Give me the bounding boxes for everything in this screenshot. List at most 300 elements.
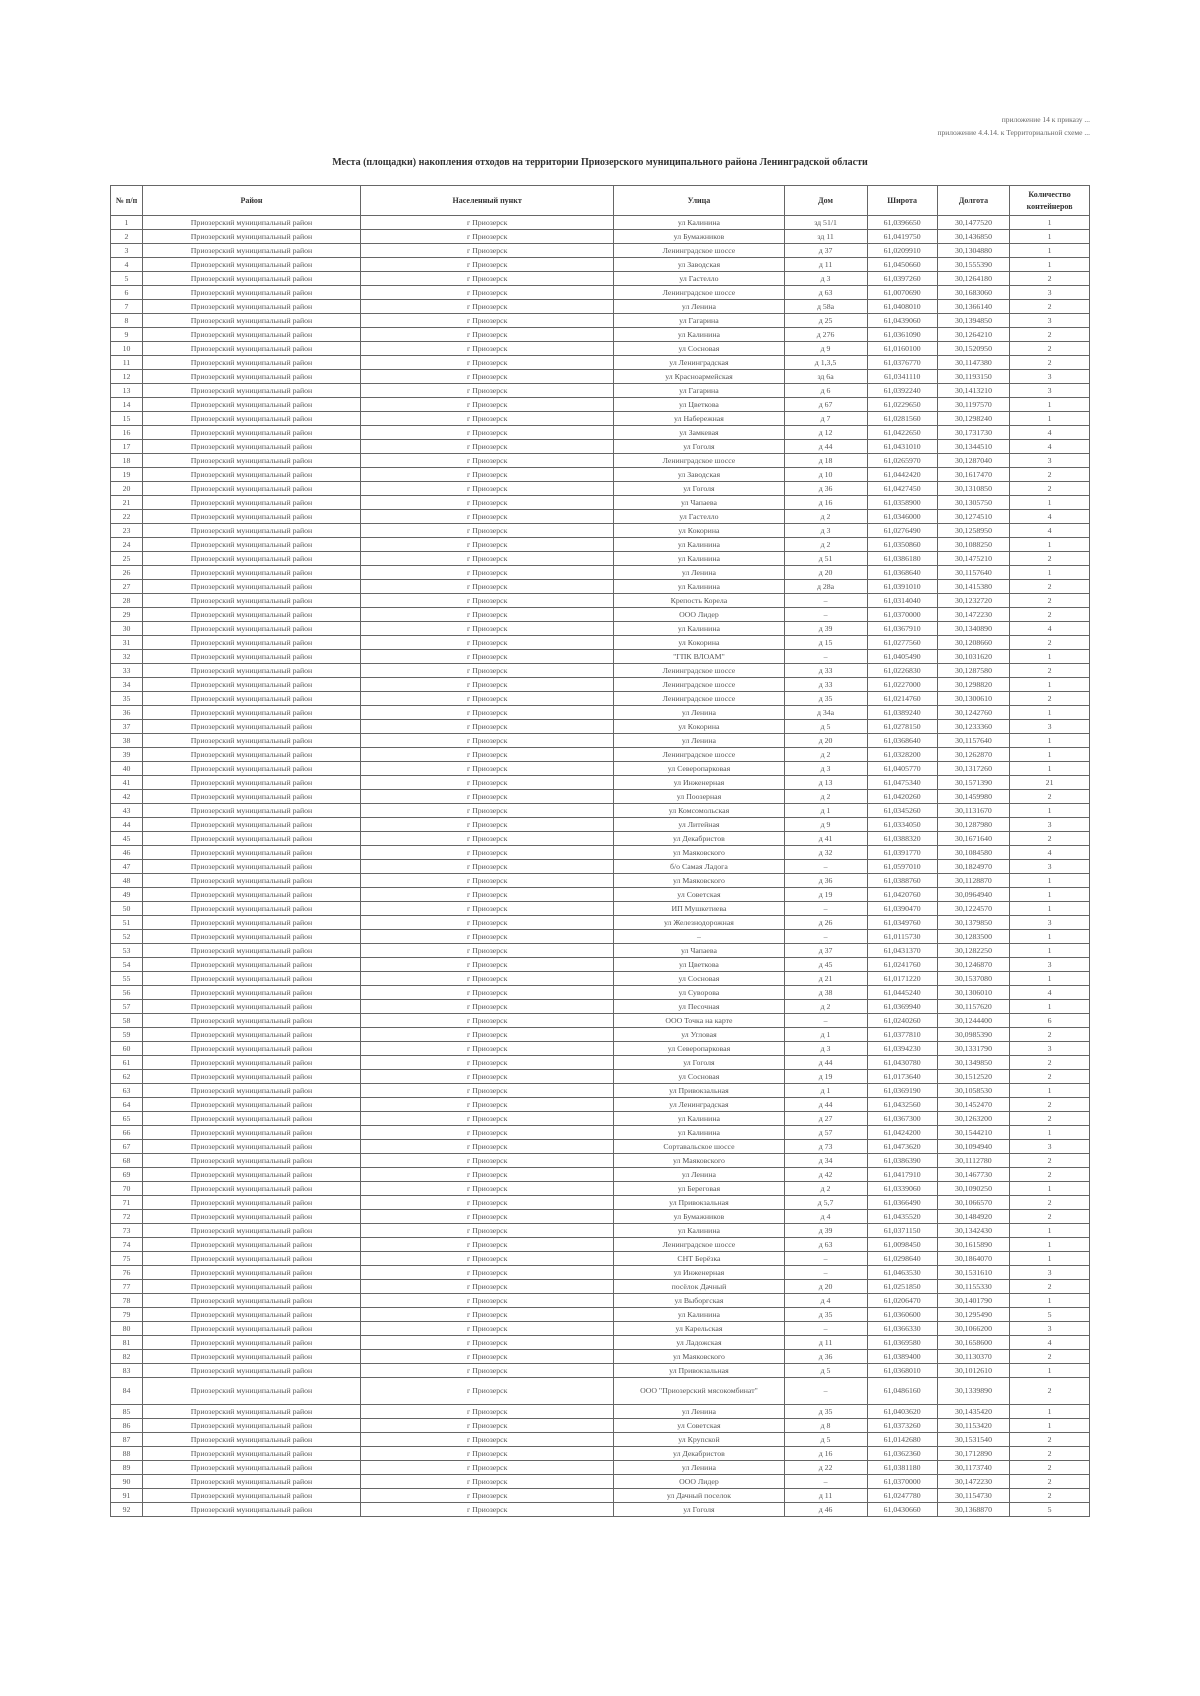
cell-settlement: г Приозерск <box>361 1112 614 1126</box>
cell-settlement: г Приозерск <box>361 636 614 650</box>
cell-latitude: 61,0368010 <box>867 1364 937 1378</box>
cell-street: ул Сосновая <box>614 342 784 356</box>
cell-latitude: 61,0098450 <box>867 1238 937 1252</box>
cell-settlement: г Приозерск <box>361 776 614 790</box>
cell-settlement: г Приозерск <box>361 552 614 566</box>
cell-settlement: г Приозерск <box>361 832 614 846</box>
cell-number: 72 <box>111 1210 143 1224</box>
cell-house: – <box>784 1266 867 1280</box>
table-row <box>111 888 1090 902</box>
cell-containers: 5 <box>1010 1308 1090 1322</box>
cell-number: 41 <box>111 776 143 790</box>
column-header-latitude: Широта <box>867 186 937 216</box>
table-row <box>111 566 1090 580</box>
cell-number: 36 <box>111 706 143 720</box>
cell-settlement: г Приозерск <box>361 902 614 916</box>
cell-latitude: 61,0422650 <box>867 426 937 440</box>
cell-longitude: 30,1394850 <box>937 314 1009 328</box>
cell-latitude: 61,0424200 <box>867 1126 937 1140</box>
cell-latitude: 61,0417910 <box>867 1168 937 1182</box>
cell-settlement: г Приозерск <box>361 972 614 986</box>
table-row <box>111 944 1090 958</box>
cell-house: д 63 <box>784 286 867 300</box>
cell-house: д 27 <box>784 1112 867 1126</box>
cell-house: д 20 <box>784 1280 867 1294</box>
cell-house: д 33 <box>784 678 867 692</box>
cell-containers: 1 <box>1010 230 1090 244</box>
cell-house: д 6 <box>784 384 867 398</box>
cell-latitude: 61,0408010 <box>867 300 937 314</box>
cell-longitude: 30,1452470 <box>937 1098 1009 1112</box>
cell-number: 85 <box>111 1405 143 1419</box>
cell-street: ул Дачный поселок <box>614 1489 784 1503</box>
cell-district: Приозерский муниципальный район <box>142 1266 360 1280</box>
cell-settlement: г Приозерск <box>361 664 614 678</box>
cell-settlement: г Приозерск <box>361 818 614 832</box>
cell-number: 28 <box>111 594 143 608</box>
table-row <box>111 1266 1090 1280</box>
cell-street: ул Калинина <box>614 216 784 230</box>
cell-containers: 1 <box>1010 1126 1090 1140</box>
cell-street: ул Калинина <box>614 622 784 636</box>
cell-settlement: г Приозерск <box>361 1336 614 1350</box>
cell-latitude: 61,0173640 <box>867 1070 937 1084</box>
cell-street: ул Привокзальная <box>614 1364 784 1378</box>
cell-longitude: 30,1088250 <box>937 538 1009 552</box>
cell-settlement: г Приозерск <box>361 1461 614 1475</box>
cell-containers: 2 <box>1010 1210 1090 1224</box>
cell-longitude: 30,1436850 <box>937 230 1009 244</box>
cell-containers: 4 <box>1010 622 1090 636</box>
cell-longitude: 30,1258950 <box>937 524 1009 538</box>
cell-latitude: 61,0369940 <box>867 1000 937 1014</box>
table-row <box>111 1140 1090 1154</box>
cell-longitude: 30,1298820 <box>937 678 1009 692</box>
cell-street: ул Поозерная <box>614 790 784 804</box>
cell-number: 10 <box>111 342 143 356</box>
cell-settlement: г Приозерск <box>361 356 614 370</box>
cell-containers: 3 <box>1010 370 1090 384</box>
cell-street: ул Чапаева <box>614 944 784 958</box>
cell-latitude: 61,0346000 <box>867 510 937 524</box>
cell-street: ул Ленина <box>614 566 784 580</box>
cell-settlement: г Приозерск <box>361 230 614 244</box>
cell-longitude: 30,1147380 <box>937 356 1009 370</box>
cell-longitude: 30,1084580 <box>937 846 1009 860</box>
cell-house: – <box>784 860 867 874</box>
cell-house: д 34 <box>784 1154 867 1168</box>
cell-number: 25 <box>111 552 143 566</box>
cell-settlement: г Приозерск <box>361 804 614 818</box>
table-row <box>111 482 1090 496</box>
header-note-line1: приложение 14 к приказу ... <box>1001 115 1090 124</box>
cell-settlement: г Приозерск <box>361 1378 614 1405</box>
cell-number: 67 <box>111 1140 143 1154</box>
cell-longitude: 30,1094940 <box>937 1140 1009 1154</box>
cell-longitude: 30,1066570 <box>937 1196 1009 1210</box>
cell-settlement: г Приозерск <box>361 874 614 888</box>
table-row <box>111 1364 1090 1378</box>
cell-containers: 1 <box>1010 1084 1090 1098</box>
cell-street: ул Советская <box>614 888 784 902</box>
cell-containers: 1 <box>1010 804 1090 818</box>
cell-house: – <box>784 1475 867 1489</box>
cell-settlement: г Приозерск <box>361 496 614 510</box>
cell-house: д 1,3,5 <box>784 356 867 370</box>
cell-settlement: г Приозерск <box>361 384 614 398</box>
cell-number: 23 <box>111 524 143 538</box>
cell-number: 56 <box>111 986 143 1000</box>
table-row <box>111 342 1090 356</box>
cell-number: 88 <box>111 1447 143 1461</box>
cell-latitude: 61,0367300 <box>867 1112 937 1126</box>
table-row <box>111 244 1090 258</box>
cell-latitude: 61,0142680 <box>867 1433 937 1447</box>
cell-containers: 1 <box>1010 874 1090 888</box>
cell-latitude: 61,0345260 <box>867 804 937 818</box>
cell-longitude: 30,1731730 <box>937 426 1009 440</box>
cell-latitude: 61,0388320 <box>867 832 937 846</box>
cell-settlement: г Приозерск <box>361 1308 614 1322</box>
cell-house: д 276 <box>784 328 867 342</box>
cell-street: Ленинградское шоссе <box>614 454 784 468</box>
cell-longitude: 30,1295490 <box>937 1308 1009 1322</box>
table-row <box>111 1503 1090 1517</box>
cell-street: ул Гастелло <box>614 272 784 286</box>
cell-house: – <box>784 1322 867 1336</box>
table-row <box>111 272 1090 286</box>
cell-containers: 1 <box>1010 216 1090 230</box>
cell-settlement: г Приозерск <box>361 650 614 664</box>
cell-containers: 2 <box>1010 832 1090 846</box>
table-row <box>111 1489 1090 1503</box>
cell-containers: 1 <box>1010 944 1090 958</box>
cell-district: Приозерский муниципальный район <box>142 356 360 370</box>
cell-house: д 7 <box>784 412 867 426</box>
cell-containers: 2 <box>1010 608 1090 622</box>
cell-settlement: г Приозерск <box>361 622 614 636</box>
cell-latitude: 61,0298640 <box>867 1252 937 1266</box>
column-header-district: Район <box>142 186 360 216</box>
cell-number: 77 <box>111 1280 143 1294</box>
table-row <box>111 258 1090 272</box>
cell-number: 15 <box>111 412 143 426</box>
cell-longitude: 30,1712890 <box>937 1447 1009 1461</box>
cell-house: зд 6а <box>784 370 867 384</box>
cell-district: Приозерский муниципальный район <box>142 398 360 412</box>
cell-district: Приозерский муниципальный район <box>142 370 360 384</box>
cell-street: ул Выборгская <box>614 1294 784 1308</box>
cell-containers: 2 <box>1010 594 1090 608</box>
cell-latitude: 61,0366330 <box>867 1322 937 1336</box>
cell-latitude: 61,0432560 <box>867 1098 937 1112</box>
cell-house: д 32 <box>784 846 867 860</box>
cell-number: 74 <box>111 1238 143 1252</box>
cell-number: 78 <box>111 1294 143 1308</box>
cell-longitude: 30,1298240 <box>937 412 1009 426</box>
cell-number: 35 <box>111 692 143 706</box>
cell-containers: 3 <box>1010 286 1090 300</box>
cell-number: 42 <box>111 790 143 804</box>
cell-number: 64 <box>111 1098 143 1112</box>
cell-house: д 28а <box>784 580 867 594</box>
cell-latitude: 61,0278150 <box>867 720 937 734</box>
cell-longitude: 30,1340890 <box>937 622 1009 636</box>
cell-district: Приозерский муниципальный район <box>142 790 360 804</box>
cell-house: д 42 <box>784 1168 867 1182</box>
cell-containers: 1 <box>1010 650 1090 664</box>
cell-number: 13 <box>111 384 143 398</box>
cell-house: зд 11 <box>784 230 867 244</box>
cell-containers: 2 <box>1010 1196 1090 1210</box>
cell-settlement: г Приозерск <box>361 370 614 384</box>
cell-settlement: г Приозерск <box>361 790 614 804</box>
cell-house: д 2 <box>784 1000 867 1014</box>
table-row <box>111 958 1090 972</box>
cell-settlement: г Приозерск <box>361 1224 614 1238</box>
cell-district: Приозерский муниципальный район <box>142 1475 360 1489</box>
table-row <box>111 1294 1090 1308</box>
cell-number: 47 <box>111 860 143 874</box>
cell-settlement: г Приозерск <box>361 944 614 958</box>
cell-number: 43 <box>111 804 143 818</box>
cell-longitude: 30,1571390 <box>937 776 1009 790</box>
cell-latitude: 61,0377810 <box>867 1028 937 1042</box>
cell-latitude: 61,0206470 <box>867 1294 937 1308</box>
cell-street: Ленинградское шоссе <box>614 748 784 762</box>
cell-containers: 1 <box>1010 1364 1090 1378</box>
cell-longitude: 30,1131670 <box>937 804 1009 818</box>
cell-longitude: 30,1306010 <box>937 986 1009 1000</box>
table-row <box>111 748 1090 762</box>
cell-street: ул Гагарина <box>614 314 784 328</box>
cell-latitude: 61,0369190 <box>867 1084 937 1098</box>
cell-district: Приозерский муниципальный район <box>142 636 360 650</box>
cell-latitude: 61,0339060 <box>867 1182 937 1196</box>
table-row <box>111 1112 1090 1126</box>
cell-settlement: г Приозерск <box>361 692 614 706</box>
cell-house: д 36 <box>784 874 867 888</box>
cell-house: – <box>784 608 867 622</box>
cell-street: ИП Мушкетиева <box>614 902 784 916</box>
table-row <box>111 734 1090 748</box>
cell-latitude: 61,0597010 <box>867 860 937 874</box>
cell-house: д 19 <box>784 1070 867 1084</box>
cell-longitude: 30,1287040 <box>937 454 1009 468</box>
cell-house: д 2 <box>784 1182 867 1196</box>
cell-longitude: 30,1264210 <box>937 328 1009 342</box>
cell-latitude: 61,0390470 <box>867 902 937 916</box>
cell-containers: 2 <box>1010 1154 1090 1168</box>
cell-number: 80 <box>111 1322 143 1336</box>
cell-house: – <box>784 1014 867 1028</box>
cell-latitude: 61,0366490 <box>867 1196 937 1210</box>
cell-containers: 21 <box>1010 776 1090 790</box>
cell-containers: 2 <box>1010 664 1090 678</box>
cell-longitude: 30,1233360 <box>937 720 1009 734</box>
cell-longitude: 30,1262870 <box>937 748 1009 762</box>
cell-street: ул Цветкова <box>614 398 784 412</box>
cell-street: ул Инженерная <box>614 1266 784 1280</box>
cell-street: ООО Лидер <box>614 1475 784 1489</box>
cell-district: Приозерский муниципальный район <box>142 1084 360 1098</box>
cell-number: 55 <box>111 972 143 986</box>
cell-settlement: г Приозерск <box>361 916 614 930</box>
cell-containers: 2 <box>1010 790 1090 804</box>
cell-latitude: 61,0405490 <box>867 650 937 664</box>
cell-street: Ленинградское шоссе <box>614 286 784 300</box>
cell-settlement: г Приозерск <box>361 1196 614 1210</box>
cell-longitude: 30,1531540 <box>937 1433 1009 1447</box>
table-row <box>111 776 1090 790</box>
cell-settlement: г Приозерск <box>361 426 614 440</box>
cell-street: ул Калинина <box>614 1224 784 1238</box>
cell-longitude: 30,1537080 <box>937 972 1009 986</box>
cell-number: 4 <box>111 258 143 272</box>
table-row <box>111 1224 1090 1238</box>
cell-number: 50 <box>111 902 143 916</box>
table-row <box>111 538 1090 552</box>
table-row <box>111 230 1090 244</box>
table-row <box>111 1475 1090 1489</box>
cell-containers: 1 <box>1010 538 1090 552</box>
cell-latitude: 61,0431010 <box>867 440 937 454</box>
cell-house: д 44 <box>784 1098 867 1112</box>
cell-number: 14 <box>111 398 143 412</box>
cell-latitude: 61,0386390 <box>867 1154 937 1168</box>
cell-settlement: г Приозерск <box>361 720 614 734</box>
cell-district: Приозерский муниципальный район <box>142 440 360 454</box>
cell-number: 30 <box>111 622 143 636</box>
cell-containers: 1 <box>1010 888 1090 902</box>
cell-district: Приозерский муниципальный район <box>142 986 360 1000</box>
cell-number: 7 <box>111 300 143 314</box>
cell-containers: 3 <box>1010 818 1090 832</box>
document-title: Места (площадки) накопления отходов на территории Приозерского муниципального района Ленинградской области <box>332 157 868 168</box>
cell-number: 38 <box>111 734 143 748</box>
cell-latitude: 61,0368640 <box>867 734 937 748</box>
cell-number: 20 <box>111 482 143 496</box>
cell-district: Приозерский муниципальный район <box>142 314 360 328</box>
cell-house: д 39 <box>784 622 867 636</box>
cell-house: зд 51/1 <box>784 216 867 230</box>
cell-street: ул Красноармейская <box>614 370 784 384</box>
cell-house: д 2 <box>784 790 867 804</box>
cell-containers: 3 <box>1010 454 1090 468</box>
cell-settlement: г Приозерск <box>361 398 614 412</box>
cell-street: "ГПК ВЛОАМ" <box>614 650 784 664</box>
cell-street: ул Гоголя <box>614 1503 784 1517</box>
table-row <box>111 580 1090 594</box>
cell-number: 24 <box>111 538 143 552</box>
cell-settlement: г Приозерск <box>361 1140 614 1154</box>
cell-latitude: 61,0350860 <box>867 538 937 552</box>
cell-number: 60 <box>111 1042 143 1056</box>
cell-number: 86 <box>111 1419 143 1433</box>
table-row <box>111 874 1090 888</box>
cell-district: Приозерский муниципальный район <box>142 1489 360 1503</box>
cell-district: Приозерский муниципальный район <box>142 1098 360 1112</box>
cell-latitude: 61,0171220 <box>867 972 937 986</box>
cell-street: ул Северопарковая <box>614 1042 784 1056</box>
cell-house: – <box>784 594 867 608</box>
table-row <box>111 454 1090 468</box>
cell-house: д 26 <box>784 916 867 930</box>
cell-house: д 20 <box>784 734 867 748</box>
cell-street: ул Калинина <box>614 1308 784 1322</box>
cell-latitude: 61,0420760 <box>867 888 937 902</box>
table-row <box>111 622 1090 636</box>
table-row <box>111 1182 1090 1196</box>
cell-street: ул Гоголя <box>614 1056 784 1070</box>
cell-settlement: г Приозерск <box>361 678 614 692</box>
cell-latitude: 61,0419750 <box>867 230 937 244</box>
cell-district: Приозерский муниципальный район <box>142 1405 360 1419</box>
cell-longitude: 30,1413210 <box>937 384 1009 398</box>
cell-number: 44 <box>111 818 143 832</box>
cell-house: д 16 <box>784 496 867 510</box>
cell-settlement: г Приозерск <box>361 608 614 622</box>
cell-number: 69 <box>111 1168 143 1182</box>
cell-house: д 3 <box>784 762 867 776</box>
column-header-settlement: Населенный пункт <box>361 186 614 216</box>
cell-street: ул Ленина <box>614 1461 784 1475</box>
cell-longitude: 30,1555390 <box>937 258 1009 272</box>
cell-longitude: 30,1263200 <box>937 1112 1009 1126</box>
cell-containers: 1 <box>1010 258 1090 272</box>
cell-containers: 1 <box>1010 1294 1090 1308</box>
cell-latitude: 61,0405770 <box>867 762 937 776</box>
cell-district: Приозерский муниципальный район <box>142 930 360 944</box>
table-row <box>111 1084 1090 1098</box>
cell-street: – <box>614 930 784 944</box>
table-row <box>111 1350 1090 1364</box>
cell-street: ул Гастелло <box>614 510 784 524</box>
cell-longitude: 30,1617470 <box>937 468 1009 482</box>
cell-house: д 35 <box>784 1405 867 1419</box>
cell-district: Приозерский муниципальный район <box>142 384 360 398</box>
cell-longitude: 30,1401790 <box>937 1294 1009 1308</box>
cell-containers: 2 <box>1010 1280 1090 1294</box>
cell-district: Приозерский муниципальный район <box>142 1503 360 1517</box>
cell-settlement: г Приозерск <box>361 762 614 776</box>
cell-street: ул Гоголя <box>614 440 784 454</box>
table-row <box>111 636 1090 650</box>
table-row <box>111 986 1090 1000</box>
cell-settlement: г Приозерск <box>361 580 614 594</box>
cell-house: – <box>784 902 867 916</box>
cell-settlement: г Приозерск <box>361 272 614 286</box>
table-row <box>111 384 1090 398</box>
cell-district: Приозерский муниципальный район <box>142 1252 360 1266</box>
header-note-line2: приложение 4.4.14. к Территориальной схеме ... <box>937 128 1090 137</box>
cell-settlement: г Приозерск <box>361 216 614 230</box>
table-row <box>111 902 1090 916</box>
cell-settlement: г Приозерск <box>361 258 614 272</box>
cell-longitude: 30,1208660 <box>937 636 1009 650</box>
table-row <box>111 426 1090 440</box>
cell-house: д 57 <box>784 1126 867 1140</box>
cell-containers: 2 <box>1010 1461 1090 1475</box>
cell-district: Приозерский муниципальный район <box>142 1447 360 1461</box>
cell-district: Приозерский муниципальный район <box>142 1238 360 1252</box>
cell-longitude: 30,1154730 <box>937 1489 1009 1503</box>
cell-settlement: г Приозерск <box>361 986 614 1000</box>
cell-street: ул Кокорина <box>614 524 784 538</box>
table-row <box>111 1447 1090 1461</box>
table-row <box>111 1405 1090 1419</box>
cell-latitude: 61,0328200 <box>867 748 937 762</box>
